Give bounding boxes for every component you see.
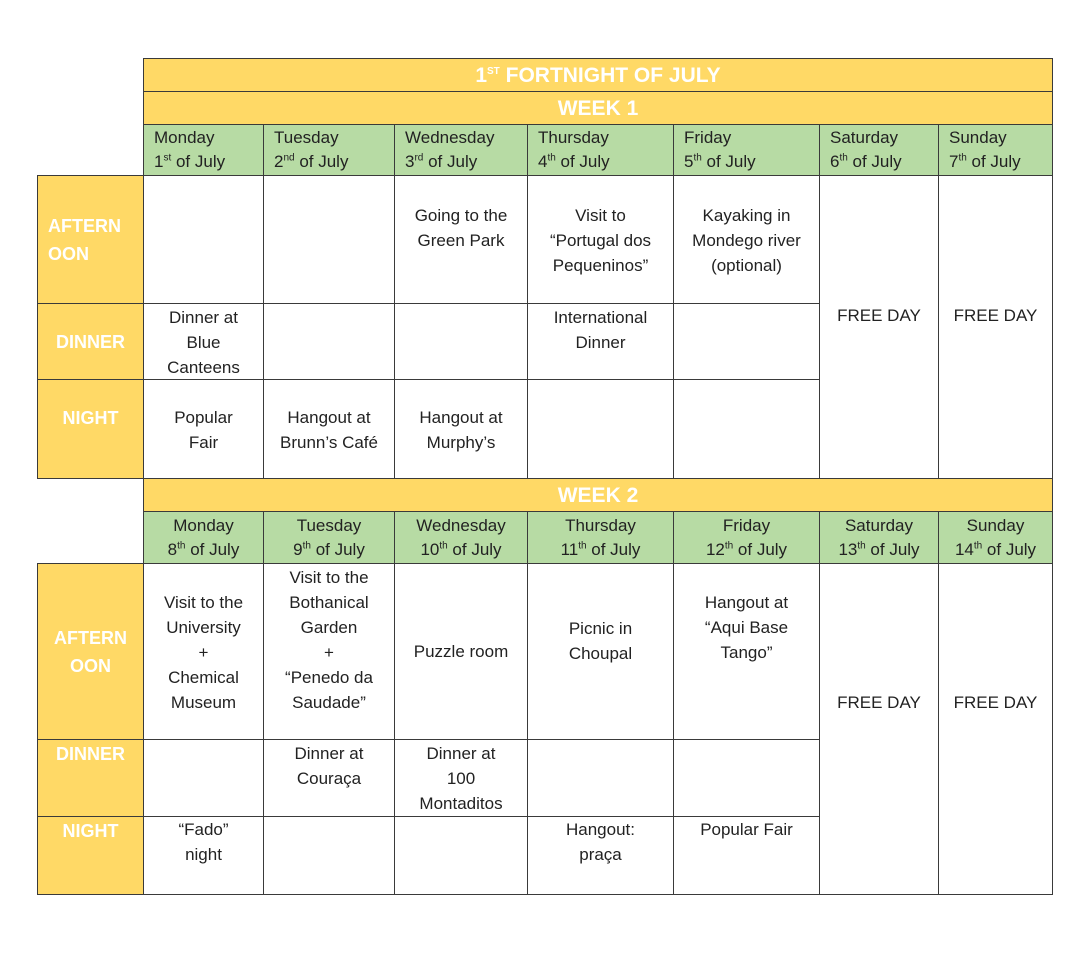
activity-line: Dinner at xyxy=(294,744,364,763)
date-number: 13 xyxy=(838,539,858,559)
week1-header-tuesday xyxy=(263,124,395,176)
day-date xyxy=(538,150,610,174)
activity-line: Montaditos xyxy=(419,794,503,813)
week2-dinner-tuesday xyxy=(263,739,395,817)
week2-header-saturday xyxy=(819,511,939,564)
activity-line: Visit to the xyxy=(289,568,369,587)
day-date xyxy=(154,150,225,174)
date-number: 7 xyxy=(949,152,959,171)
week2-row-night-label xyxy=(37,816,144,895)
row-label-line: OON xyxy=(69,655,111,676)
week2-afternoon-wednesday xyxy=(394,563,528,740)
date-suffix: th xyxy=(578,539,587,551)
row-label-line: OON xyxy=(48,243,90,264)
day-name: Monday xyxy=(154,128,215,147)
day-name: Tuesday xyxy=(296,515,362,535)
free-day-text: FREE DAY xyxy=(837,693,921,712)
week2-saturday-free-day xyxy=(819,563,939,895)
week2-header-sunday xyxy=(938,511,1053,564)
activity-line: Hangout at xyxy=(419,408,503,427)
week1-night-thursday xyxy=(527,379,674,479)
date-suffix: nd xyxy=(283,152,295,164)
title-ordinal-suffix: ST xyxy=(487,65,500,77)
date-number: 6 xyxy=(830,152,840,171)
date-month: of July xyxy=(294,152,349,171)
activity-line: Mondego river xyxy=(692,231,801,250)
week1-label: WEEK 1 xyxy=(557,96,639,120)
row-label-line: DINNER xyxy=(55,331,125,352)
date-month: of July xyxy=(966,152,1021,171)
row-label-line: NIGHT xyxy=(62,821,119,841)
week2-afternoon-friday xyxy=(673,563,820,740)
activity-line: Dinner at xyxy=(426,744,496,763)
date-number: 1 xyxy=(154,152,164,171)
day-date xyxy=(168,538,240,562)
week2-night-wednesday xyxy=(394,816,528,895)
activity-line: Couraça xyxy=(296,769,362,788)
week2-night-thursday xyxy=(527,816,674,895)
title-text: FORTNIGHT OF JULY xyxy=(499,63,721,87)
activity-line: Dinner xyxy=(575,333,626,352)
week1-afternoon-tuesday xyxy=(263,175,395,304)
activity-line: Puzzle room xyxy=(413,642,509,661)
row-label-line: NIGHT xyxy=(62,408,119,428)
date-number: 9 xyxy=(293,539,303,559)
week1-saturday-free-day xyxy=(819,175,939,479)
week1-header-thursday xyxy=(527,124,674,176)
day-name: Sunday xyxy=(966,515,1025,535)
activity-line: Going to the xyxy=(414,206,508,225)
activity-line: Blue xyxy=(186,333,221,352)
date-number: 10 xyxy=(420,539,440,559)
date-suffix: th xyxy=(839,152,848,164)
day-name: Sunday xyxy=(949,128,1007,147)
fortnight-title xyxy=(143,58,1053,92)
week2-header-friday xyxy=(673,511,820,564)
title-ordinal: 1 xyxy=(475,63,487,87)
day-date xyxy=(955,538,1036,562)
date-suffix: th xyxy=(177,539,186,551)
week2-header-tuesday xyxy=(263,511,395,564)
date-number: 12 xyxy=(705,539,725,559)
day-name: Saturday xyxy=(844,515,914,535)
day-date xyxy=(706,538,787,562)
day-date xyxy=(949,150,1021,174)
activity-line: Hangout: xyxy=(566,820,635,839)
week2-header-thursday xyxy=(527,511,674,564)
date-month: of July xyxy=(555,152,610,171)
week2-dinner-thursday xyxy=(527,739,674,817)
week2-row-dinner-label xyxy=(37,739,144,817)
activity-line: night xyxy=(185,845,222,864)
week1-dinner-wednesday xyxy=(394,303,528,380)
row-label-line: AFTERN xyxy=(54,627,127,648)
activity-line: 100 xyxy=(446,769,476,788)
week1-afternoon-thursday xyxy=(527,175,674,304)
activity-line: University xyxy=(166,618,241,637)
week2-sunday-free-day xyxy=(938,563,1053,895)
week1-row-afternoon-label xyxy=(37,175,144,304)
activity-line: Chemical xyxy=(168,668,239,687)
week2-night-friday xyxy=(673,816,820,895)
free-day-text: FREE DAY xyxy=(953,306,1038,325)
week1-night-friday xyxy=(673,379,820,479)
day-name: Friday xyxy=(684,128,732,147)
week1-header-saturday xyxy=(819,124,939,176)
day-name: Friday xyxy=(722,515,771,535)
date-month: of July xyxy=(447,539,502,559)
date-suffix: th xyxy=(693,152,702,164)
activity-line: Bothanical xyxy=(289,593,369,612)
activity-line: Dinner at xyxy=(169,308,238,327)
week1-afternoon-monday xyxy=(143,175,264,304)
activity-line: Fair xyxy=(188,433,219,452)
week1-dinner-monday xyxy=(143,303,264,380)
activity-line: Choupal xyxy=(568,644,633,663)
date-number: 14 xyxy=(954,539,974,559)
date-month: of July xyxy=(310,539,365,559)
date-suffix: th xyxy=(439,539,448,551)
week1-title xyxy=(143,91,1053,125)
week1-dinner-thursday xyxy=(527,303,674,380)
week1-header-wednesday xyxy=(394,124,528,176)
activity-line: Popular xyxy=(174,408,233,427)
activity-line: Tango” xyxy=(720,643,773,662)
week1-header-sunday xyxy=(938,124,1053,176)
date-suffix: th xyxy=(302,539,311,551)
activity-line: praça xyxy=(579,845,622,864)
activity-line: International xyxy=(553,308,648,327)
week2-night-tuesday xyxy=(263,816,395,895)
activity-line: Murphy’s xyxy=(426,433,496,452)
date-suffix: th xyxy=(958,152,967,164)
activity-line: Brunn’s Café xyxy=(280,433,378,452)
week2-title xyxy=(143,478,1053,512)
activity-line: Hangout at xyxy=(287,408,371,427)
date-month: of July xyxy=(847,152,902,171)
week2-afternoon-thursday xyxy=(527,563,674,740)
activity-line: Picnic in xyxy=(568,619,633,638)
date-month: of July xyxy=(865,539,920,559)
row-label-line: DINNER xyxy=(55,744,125,764)
week1-night-wednesday xyxy=(394,379,528,479)
activity-line: Pequeninos” xyxy=(552,256,649,275)
day-name: Wednesday xyxy=(416,515,506,535)
day-name: Tuesday xyxy=(274,128,339,147)
week2-dinner-monday xyxy=(143,739,264,817)
date-month: of July xyxy=(982,539,1037,559)
activity-line: Visit to xyxy=(575,206,626,225)
week2-night-monday xyxy=(143,816,264,895)
activity-line: Visit to the xyxy=(163,593,244,612)
week1-sunday-free-day xyxy=(938,175,1053,479)
row-label-line: AFTERN xyxy=(48,215,121,236)
day-date xyxy=(293,538,365,562)
day-name: Wednesday xyxy=(405,128,495,147)
day-name: Monday xyxy=(173,515,234,535)
day-name: Saturday xyxy=(830,128,899,147)
day-date xyxy=(274,150,348,174)
date-month: of July xyxy=(586,539,641,559)
activity-line: Kayaking in xyxy=(702,206,791,225)
date-month: of July xyxy=(423,152,478,171)
date-suffix: rd xyxy=(414,152,424,164)
free-day-text: FREE DAY xyxy=(953,693,1038,712)
week2-header-wednesday xyxy=(394,511,528,564)
week1-night-monday xyxy=(143,379,264,479)
activity-line: Popular Fair xyxy=(700,820,793,839)
activity-line: Garden xyxy=(300,618,358,637)
free-day-text: FREE DAY xyxy=(837,306,921,325)
week1-afternoon-friday xyxy=(673,175,820,304)
date-number: 11 xyxy=(560,539,579,559)
day-date xyxy=(405,150,477,174)
activity-line: + xyxy=(324,643,334,662)
date-number: 5 xyxy=(684,152,694,171)
date-number: 3 xyxy=(405,152,415,171)
activity-line: Canteens xyxy=(167,358,240,377)
day-date xyxy=(830,150,902,174)
date-suffix: th xyxy=(724,539,734,551)
date-number: 4 xyxy=(538,152,548,171)
date-suffix: st xyxy=(163,152,172,164)
activity-line: Museum xyxy=(170,693,237,712)
activity-line: Saudade” xyxy=(292,693,366,712)
date-month: of July xyxy=(185,539,240,559)
week1-row-dinner-label xyxy=(37,303,144,380)
date-suffix: th xyxy=(973,539,983,551)
activity-line: Green Park xyxy=(417,231,505,250)
activity-line: (optional) xyxy=(711,256,782,275)
date-number: 2 xyxy=(274,152,284,171)
week1-dinner-tuesday xyxy=(263,303,395,380)
date-month: of July xyxy=(171,152,226,171)
date-number: 8 xyxy=(167,539,178,559)
week2-dinner-friday xyxy=(673,739,820,817)
day-date xyxy=(838,538,919,562)
activity-line: Hangout at xyxy=(704,593,789,612)
week2-label: WEEK 2 xyxy=(557,483,639,507)
week2-header-monday xyxy=(143,511,264,564)
date-month: of July xyxy=(701,152,756,171)
week2-afternoon-monday xyxy=(143,563,264,740)
date-suffix: th xyxy=(857,539,866,551)
day-date xyxy=(420,538,501,562)
activity-line: “Penedo da xyxy=(285,668,373,687)
activity-line: “Aqui Base xyxy=(704,618,789,637)
week1-night-tuesday xyxy=(263,379,395,479)
week2-afternoon-tuesday xyxy=(263,563,395,740)
week2-dinner-wednesday xyxy=(394,739,528,817)
date-month: of July xyxy=(733,539,788,559)
activity-line: “Portugal dos xyxy=(549,231,652,250)
activity-line: “Fado” xyxy=(178,820,229,839)
day-date xyxy=(684,150,756,174)
week1-header-friday xyxy=(673,124,820,176)
week1-row-night-label xyxy=(37,379,144,479)
week2-row-afternoon-label xyxy=(37,563,144,740)
week1-afternoon-wednesday xyxy=(394,175,528,304)
day-name: Thursday xyxy=(565,515,636,535)
week1-dinner-friday xyxy=(673,303,820,380)
date-suffix: th xyxy=(547,152,556,164)
activity-line: + xyxy=(198,643,209,662)
week1-header-monday xyxy=(143,124,264,176)
day-date xyxy=(561,538,641,562)
day-name: Thursday xyxy=(538,128,609,147)
